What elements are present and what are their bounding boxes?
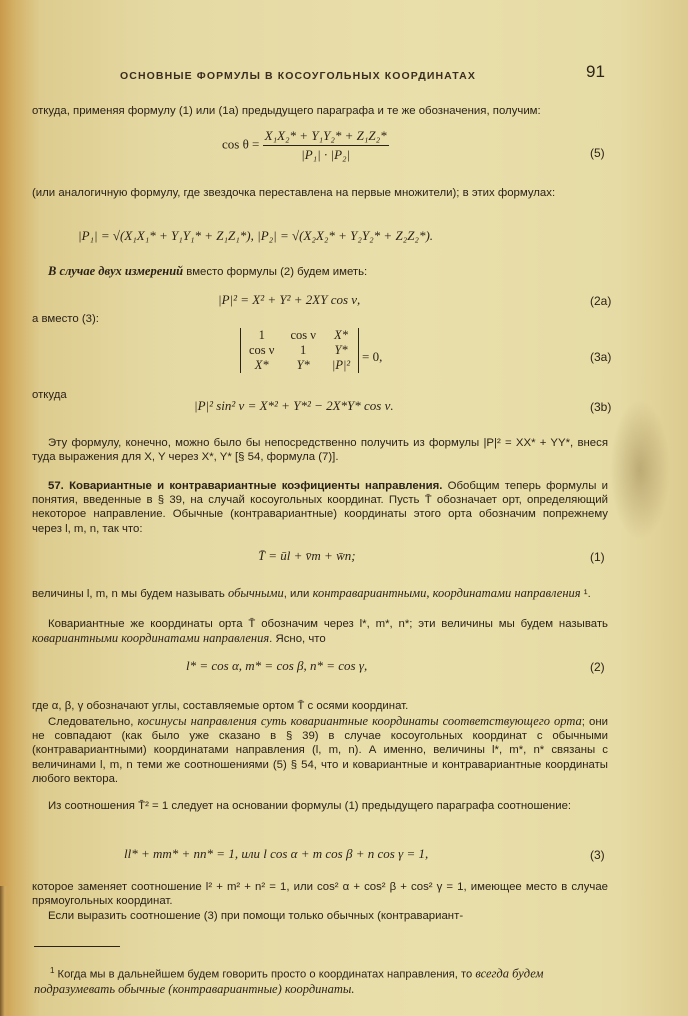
matrix-cell: X* [334, 328, 348, 342]
text-run: , или [283, 588, 313, 600]
footnote-text: Когда мы в дальнейшем будем говорить просто о координатах направления, то [54, 968, 476, 981]
matrix-cell: cos ν [290, 328, 316, 342]
section-heading: 57. Ковариантные и контравариантные коэфициенты направления. [48, 480, 443, 492]
equation-number-3b: (3b) [590, 400, 612, 414]
paragraph-9 [32, 617, 608, 646]
paragraph-4: а вместо (3): [32, 313, 99, 325]
text-run: Ковариантные же координаты орта T̄ обозначим через l*, m*, n*; эти величины мы будем называть [48, 618, 608, 630]
text-run: ; они не совпадают (как было уже сказано в § 39) в случае косоугольных координат с обычными (контравариантными) координатами направления (l, m, n). А именно, величины l*, m*, n* связаны с величинами l, m, n теми же соотношениями (5) § 54, что и ковариантные и контравариантные координаты любого вектора. [32, 716, 608, 785]
equation-number-2a: (2a) [590, 294, 612, 308]
determinant-rhs: = 0, [362, 349, 383, 364]
equation-3: ll* + mm* + nn* = 1, или l cos α + m cos β + n cos γ = 1, [124, 846, 429, 861]
matrix-cell: Y* [334, 343, 348, 357]
italic-phrase: В случае двух измерений [48, 264, 184, 278]
italic-phrase: ковариантными координатами направления [32, 631, 270, 646]
footnote-divider [34, 946, 120, 947]
paragraph-2: (или аналогичную формулу, где звездочка переставлена на первые множители); в этих формулах: [32, 187, 556, 199]
paragraph-13: которое заменяет соотношение l² + m² + n² = 1, или cos² α + cos² β + cos² γ = 1, имеющее место в случае прямоугольных координат. [32, 881, 608, 908]
equation-3b: |P|² sin² ν = X*² + Y*² − 2X*Y* cos ν. [194, 398, 394, 413]
italic-phrase: контравариантными, координатами направления [312, 586, 581, 600]
equation-2a: |P|² = X² + Y² + 2XY cos ν, [218, 292, 361, 307]
equation-number-3: (3) [590, 848, 605, 862]
matrix-cell: X* [254, 358, 269, 372]
fraction [263, 128, 389, 163]
equation-number-5: (5) [590, 146, 605, 160]
text-run: . Ясно, что [269, 633, 326, 646]
matrix-cell: cos ν [249, 343, 275, 357]
determinant-3a [240, 328, 359, 373]
paragraph-1: откуда, применяя формулу (1) или (1a) предыдущего параграфа и те же обозначения, получим: [32, 105, 541, 117]
equation-2: l* = cos α, m* = cos β, n* = cos γ, [186, 658, 368, 673]
equation-number-3a: (3a) [590, 350, 612, 364]
equation-lhs: cos θ = [222, 136, 260, 152]
paragraph-11 [32, 714, 608, 786]
paragraph-10: где α, β, γ обозначают углы, составляемые ортом T̄ с осями координат. [32, 700, 409, 712]
matrix-cell: 1 [258, 328, 265, 342]
page-header [0, 62, 688, 86]
text-run: Следовательно, [48, 716, 138, 728]
equation-5 [222, 128, 389, 163]
italic-phrase: косинусы направления суть ковариантные координаты соответствующего орта [137, 714, 582, 728]
equation-norms: |P₁| = √(X₁X₁* + Y₁Y₁* + Z₁Z₁*), |P₂| = √(X₂X₂* + Y₂Y₂* + Z₂Z₂*). [78, 228, 434, 243]
matrix-cell: Y* [296, 358, 310, 372]
matrix-cell: |P|² [331, 358, 351, 372]
running-title: ОСНОВНЫЕ ФОРМУЛЫ В КОСОУГОЛЬНЫХ КООРДИНАТАХ [120, 70, 476, 82]
paragraph-8 [32, 586, 608, 601]
footnote-marker: 1 [50, 966, 55, 975]
paragraph-14: Если выразить соотношение (3) при помощи только обычных (контравариант- [48, 910, 464, 922]
text-run: величины l, m, n мы будем называть [32, 588, 228, 600]
paragraph-12: Из соотношения T̄² = 1 следует на основании формулы (1) предыдущего параграфа соотношение: [48, 800, 572, 812]
paragraph-7 [32, 479, 608, 536]
text-run: Обобщим теперь формулы и понятия, введенные в § 39, на случай косоугольных координат. Пусть T̄ обозначает орт, определяющий некоторое направление. Обычные (контравариантные) координаты этого орта обозначим попрежнему через l, m, n, так что: [32, 480, 608, 535]
paragraph-5: откуда [32, 389, 67, 401]
footnote-italic: всегда будем подразумевать обычные (контравариантные) координаты. [34, 966, 544, 996]
matrix-cell: 1 [300, 343, 307, 357]
paragraph-3 [32, 264, 608, 279]
equation-number-1: (1) [590, 550, 605, 564]
equation-1: T̄ = ūl + v̄m + w̄n; [258, 548, 356, 563]
italic-phrase: обычными [228, 586, 284, 600]
fraction-denominator: |P₁| · |P₂| [301, 147, 351, 162]
footnote [34, 964, 610, 997]
equation-number-2: (2) [590, 660, 605, 674]
footnote-ref: ¹. [580, 588, 591, 600]
fraction-numerator: X₁X₂* + Y₁Y₂* + Z₁Z₂* [263, 128, 389, 146]
paragraph-6: Эту формулу, конечно, можно было бы непосредственно получить из формулы |P|² = XX* + YY*, внеся туда выражения для X, Y через X*, Y* [§ 54, формула (7)]. [32, 437, 608, 464]
text-run: вместо формулы (2) будем иметь: [183, 266, 368, 278]
page-number: 91 [586, 62, 605, 81]
